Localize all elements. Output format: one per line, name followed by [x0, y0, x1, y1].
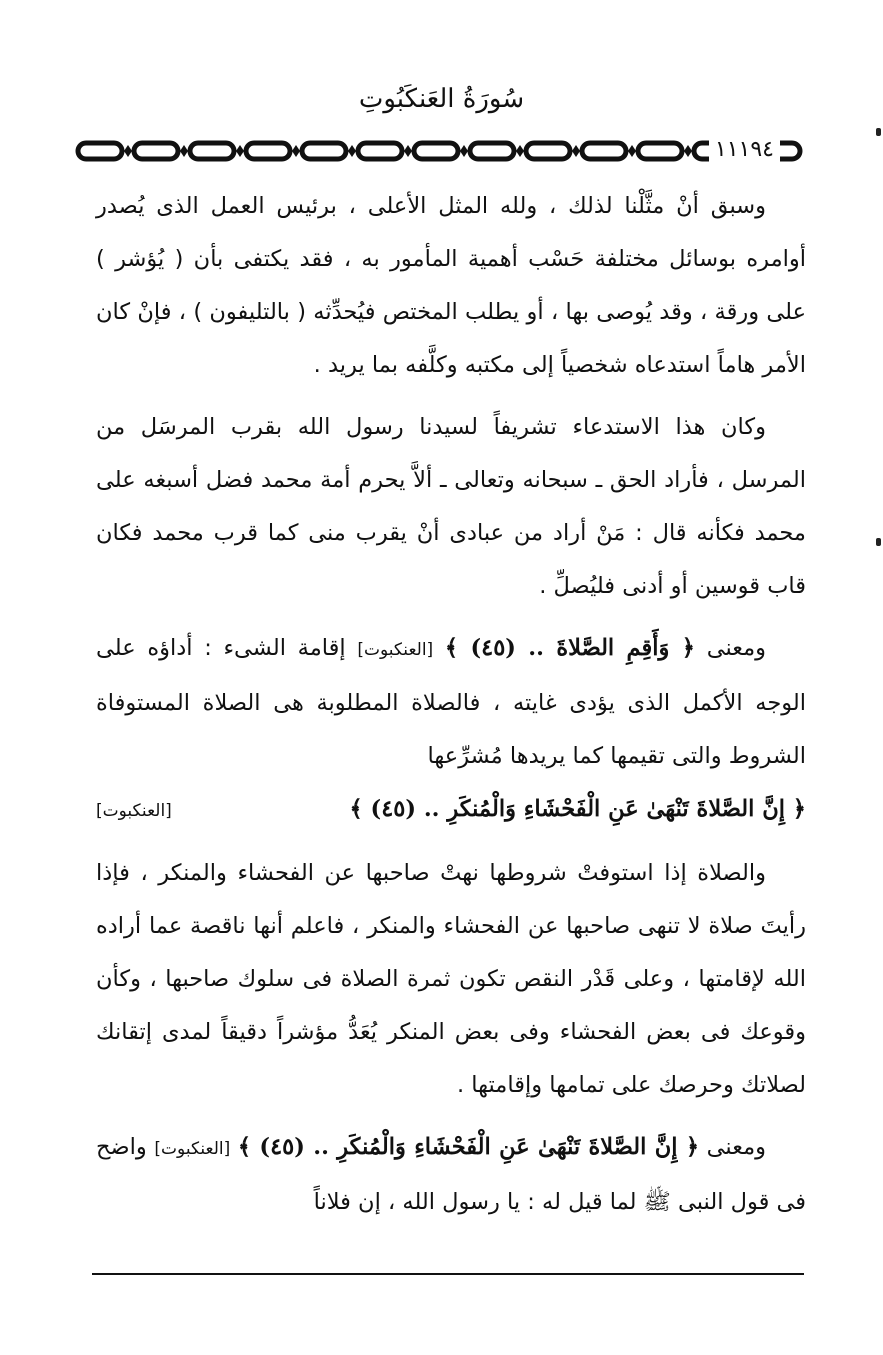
paragraph-3-lead: ومعنى: [706, 635, 767, 661]
paragraph-5-body: واضح فى قول النبى ﷺ لما قيل له : يا رسول الله ، إن فلاناً: [96, 1134, 806, 1215]
page-number: ١١١٩٤: [709, 137, 780, 163]
surah-reference-2: [العنكبوت]: [96, 801, 172, 821]
paragraph-5-lead: ومعنى: [706, 1134, 766, 1160]
paragraph-2-text: وكان هذا الاستدعاء تشريفاً لسيدنا رسول الله بقرب المرسَل من المرسل ، فأراد الحق ـ سبحانه وتعالى ـ ألاَّ يحرم أمة محمد فضل أسبغه على محمد فكأنه قال : مَنْ أراد من عبادى أنْ يقرب منى كما قرب محمد فكان قاب قوسين أو أدنى فليُصلِّ .: [96, 414, 806, 599]
header-ornament-band: [72, 136, 806, 166]
body-text: [96, 180, 806, 1238]
paragraph-1: [96, 180, 806, 392]
quran-verse-3: ﴿ إِنَّ الصَّلاةَ تَنْهَىٰ عَنِ الْفَحْشَاءِ وَالْمُنكَرِ .. (٤٥) ﴾: [237, 1134, 699, 1160]
paragraph-4-text: والصلاة إذا استوفتْ شروطها نهتْ صاحبها عن الفحشاء والمنكر ، فإذا رأيتَ صلاة لا تنهى صاحبها عن الفحشاء والمنكر ، فاعلم أنها ناقصة عما أراده الله لإقامتها ، وعلى قَدْر النقص تكون ثمرة الصلاة فى سلوك صاحبها ، وكأن وقوعك فى بعض الفحشاء وفى بعض المنكر يُعَدُّ مؤشراً دقيقاً لمدى إتقانك لصلاتك وحرصك على تمامها وإقامتها .: [96, 860, 806, 1098]
surah-reference-1: [العنكبوت]: [357, 640, 434, 660]
binding-mark-middle: [876, 538, 881, 546]
paragraph-3-body: إقامة الشىء : أداؤه على الوجه الأكمل الذى يؤدى غايته ، فالصلاة المطلوبة هى الصلاة المستوفاة الشروط والتى تقيمها كما يريدها مُشرِّعها: [96, 635, 806, 769]
binding-mark-top: [876, 128, 881, 136]
chain-ornament: [72, 136, 806, 166]
paragraph-1-text: وسبق أنْ مثَّلْنا لذلك ، ولله المثل الأعلى ، برئيس العمل الذى يُصدر أوامره بوسائل مختلفة حَسْب أهمية المأمور به ، فقد يكتفى بأن ( يُؤشر ) على ورقة ، وقد يُوصى بها ، أو يطلب المختص فيُحدِّثه ( بالتليفون ) ، فإنْ كان الأمر هاماً استدعاه شخصياً إلى مكتبه وكلَّفه بما يريد .: [96, 193, 806, 378]
paragraph-4: [96, 847, 806, 1112]
footer-rule: [92, 1273, 804, 1275]
paragraph-3: [96, 622, 806, 838]
verse-reference-line: [96, 783, 806, 838]
quran-verse-1: ﴿ وَأَقِمِ الصَّلاةَ .. (٤٥) ﴾: [444, 635, 695, 661]
quran-verse-2: ﴿ إِنَّ الصَّلاةَ تَنْهَىٰ عَنِ الْفَحْشَاءِ وَالْمُنكَرِ .. (٤٥) ﴾: [349, 796, 806, 822]
surah-reference-3: [العنكبوت]: [154, 1139, 231, 1159]
paragraph-2: [96, 401, 806, 613]
paragraph-5: [96, 1121, 806, 1229]
surah-title: سُورَةُ العَنكَبُوتِ: [358, 84, 525, 114]
